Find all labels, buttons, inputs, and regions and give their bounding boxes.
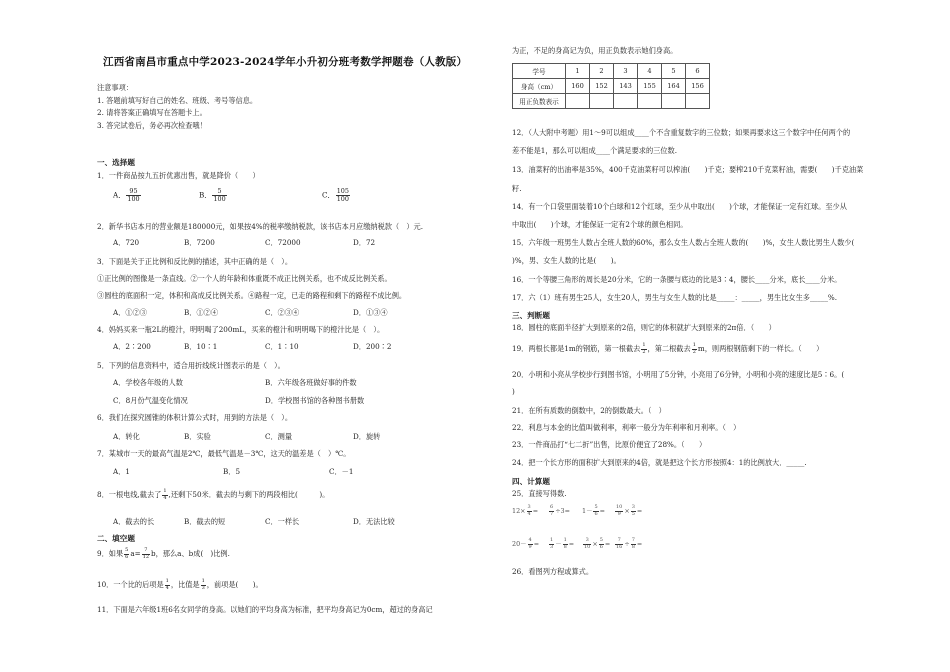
question-3-line: ③圆柱的底面积一定，体积和高成反比例关系。④路程一定，已走的路程和剩下的路程不成比例。 <box>97 291 407 300</box>
question-14-line: 中取出( )个球，才能保证一定有2个球的颜色相同。 <box>512 220 688 229</box>
answer-cell[interactable] <box>686 94 710 109</box>
option-c: C．1∶10 <box>265 342 299 351</box>
question-17: 17．六（1）班有男生25人，女生20人，男生与女生人数的比是_____：_____，男生比女生多_____%. <box>512 293 838 302</box>
answer-cell[interactable] <box>590 94 614 109</box>
option-c: C．－1 <box>329 467 354 476</box>
fraction: $\frac{1}{4}$ <box>163 488 167 501</box>
question-21: 21．在所有质数的倒数中，2的倒数最大。（ ） <box>512 406 666 415</box>
question-14: 14．有一个口袋里面装着10个白球和12个红球，至少从中取出( )个球，才能保证一定有红球。至少从 <box>512 202 847 211</box>
question-2: 2．新华书店本月的营业额是180000元，如果按4%的税率缴纳税款，该书店本月应缴纳税款（ ）元. <box>97 222 424 231</box>
question-22: 22．利息与本金的比值叫做利率，利率一般分为年利率和月利率。（ ） <box>512 423 741 432</box>
question-11: 11．下面是六年级1班6名女同学的身高。以她们的平均身高为标准，把平均身高记为0cm，超过的身高记 <box>97 605 433 614</box>
calc-item: $\frac{10}{9}$ × $\frac{3}{5}$ = <box>616 504 643 517</box>
table-cell: 155 <box>638 79 662 94</box>
option-c: C．72000 <box>265 238 301 247</box>
question-20-line: ) <box>512 387 515 396</box>
option-b: B．①②④ <box>184 308 219 317</box>
question-3-line: ①正比例的图像是一条直线。②一个人的年龄和体重既不成正比例关系，也不成反比例关系。 <box>97 274 392 283</box>
question-12: 12．（人大附中考题）用1～9可以组成____个不含重复数字的三位数；如果再要求这三个数字中任何两个的 <box>512 128 851 137</box>
fraction: $\frac{5}{100}$ <box>213 187 226 203</box>
table-cell: 1 <box>566 64 590 79</box>
option-d: D．学校图书馆的各种图书册数 <box>265 396 365 405</box>
calc-item: $\frac{6}{7}$ ÷3= <box>550 504 570 517</box>
fraction: $\frac{1}{2}$ <box>692 342 696 355</box>
table-row <box>513 64 710 79</box>
table-cell: 6 <box>686 64 710 79</box>
fraction: $\frac{95}{100}$ <box>127 187 140 203</box>
option-c: C．测量 <box>265 432 293 441</box>
fraction: $\frac{1}{3}$ <box>201 578 205 591</box>
option-b: B．实验 <box>184 432 211 441</box>
note-item: 1. 答题前填写好自己的姓名、班级、考号等信息。 <box>97 96 258 105</box>
option-b: B． $\frac{5}{100}$ <box>199 187 226 203</box>
calc-item: 1－ $\frac{5}{6}$ = <box>582 504 606 517</box>
question-4: 4．妈妈买来一瓶2L的橙汁，明明喝了200mL，买来的橙汁和明明喝下的橙汁比是（ ）。 <box>97 325 385 334</box>
option-b: B．5 <box>223 467 241 476</box>
calc-item: 20－ $\frac{4}{9}$ = <box>512 537 540 550</box>
option-a: A．1 <box>113 467 130 476</box>
option-c: C．②③④ <box>265 308 300 317</box>
option-b: B．10∶1 <box>184 342 218 351</box>
table-header-cell: 学号 <box>513 64 566 79</box>
option-a: A．①②③ <box>113 308 147 317</box>
table-cell: 143 <box>614 79 638 94</box>
option-c: C． $\frac{105}{100}$ <box>322 187 349 203</box>
option-d: D．无法比较 <box>353 517 395 526</box>
option-a: A．截去的长 <box>113 517 155 526</box>
option-a: A．学校各年级的人数 <box>113 378 183 387</box>
question-15-line: )%，男、女生人数的比是( )。 <box>512 256 621 265</box>
fraction: $\frac{5}{6}$ <box>125 547 129 560</box>
question-13: 13．油菜籽的出油率是35%，400千克油菜籽可以榨油( )千克；要榨210千克菜籽油，需要( )千克油菜 <box>512 165 864 174</box>
option-c: C．8月份气温变化情况 <box>113 396 188 405</box>
table-cell: 152 <box>590 79 614 94</box>
question-1: 1．一件商品按九五折优惠出售，就是降价（ ） <box>97 171 260 180</box>
question-3: 3．下面是关于正比例和反比例的描述，其中正确的是（ ）。 <box>97 257 293 266</box>
option-b: B．六年级各班做好事的件数 <box>265 378 357 387</box>
question-25: 25．直接写得数. <box>512 489 567 498</box>
fraction: $\frac{7}{12}$ <box>142 547 150 560</box>
option-a: A． $\frac{95}{100}$ <box>113 187 140 203</box>
question-24: 24．把一个长方形的面积扩大到原来的4倍，就是把这个长方形按照4：1的比例放大．_____. <box>512 458 807 467</box>
option-d: D．旋转 <box>353 432 381 441</box>
notes-heading: 注意事项： <box>97 83 133 92</box>
question-12-line: 差不能是1，那么可以组成____个满足要求的三位数. <box>512 146 677 155</box>
option-b: B．7200 <box>184 238 215 247</box>
option-a: A．720 <box>113 238 140 247</box>
section-heading: 三、判断题 <box>512 311 550 320</box>
option-a: A．转化 <box>113 432 140 441</box>
table-header-cell: 身高（cm） <box>513 79 566 94</box>
question-20: 20．小明和小亮从学校步行到图书馆，小明用了5分钟，小亮用了6分钟，小明和小亮的速度比是5∶6。( <box>512 370 845 379</box>
question-11-continued: 为正，不足的身高记为负，用正负数表示她们身高。 <box>512 46 678 55</box>
table-cell: 4 <box>638 64 662 79</box>
calc-item: 12× $\frac{3}{4}$ = <box>512 504 539 517</box>
table-cell: 164 <box>662 79 686 94</box>
option-d: D．①③④ <box>353 308 388 317</box>
question-5: 5．下列的信息资料中，适合用折线统计图表示的是（ ）。 <box>97 361 285 370</box>
section-heading: 二、填空题 <box>97 534 135 543</box>
calc-item: $\frac{3}{10}$ × $\frac{5}{6}$ = <box>584 537 611 550</box>
calc-item: $\frac{1}{3}$ － $\frac{1}{8}$ = <box>550 537 575 550</box>
table-cell: 3 <box>614 64 638 79</box>
fraction: $\frac{1}{4}$ <box>165 578 169 591</box>
option-d: D．72 <box>353 238 376 247</box>
question-16: 16．一个等腰三角形的周长是20分米，它的一条腰与底边的比是3∶4，腰长____分米，底长____分米。 <box>512 275 842 284</box>
table-cell: 5 <box>662 64 686 79</box>
calc-item: $\frac{7}{16}$ ÷ $\frac{7}{8}$ = <box>616 537 643 550</box>
note-item: 2. 请将答案正确填写在答题卡上。 <box>97 108 207 117</box>
answer-cell[interactable] <box>638 94 662 109</box>
option-b: B．截去的短 <box>184 517 226 526</box>
section-heading: 一、选择题 <box>97 158 135 167</box>
question-9: 9．如果 $\frac{5}{6}$ a= $\frac{7}{12}$ b，那么a、b成( )比例. <box>97 547 230 560</box>
question-13-line: 籽. <box>512 184 522 193</box>
table-cell: 2 <box>590 64 614 79</box>
fraction: $\frac{105}{100}$ <box>336 187 349 203</box>
table-row <box>513 94 710 109</box>
answer-cell[interactable] <box>566 94 590 109</box>
answer-cell[interactable] <box>662 94 686 109</box>
question-26: 26．看图列方程或算式。 <box>512 567 594 576</box>
question-19: 19．两根长都是1m的钢筋，第一根截去 $\frac{1}{2}$ ，第二根截去 $\frac{1}{2}$ m，则两根钢筋剩下的一样长。（ ） <box>512 342 824 355</box>
fraction: $\frac{1}{2}$ <box>642 342 646 355</box>
option-d: D．200∶2 <box>353 342 392 351</box>
question-8: 8．一根电线,截去了 $\frac{1}{4}$ ,还剩下50米．截去的与剩下的两段相比( )。 <box>97 488 330 501</box>
option-a: A．2∶200 <box>113 342 151 351</box>
note-item: 3. 答完试卷后，务必再次检查哦！ <box>97 121 207 130</box>
table-cell: 156 <box>686 79 710 94</box>
question-7: 7．某城市一天的最高气温是2℃，最低气温是－3℃，这天的温差是（ ）℃。 <box>97 449 351 458</box>
table-cell: 160 <box>566 79 590 94</box>
question-10: 10．一个比的后项是 $\frac{1}{4}$ ，比值是 $\frac{1}{3}$ ，前项是( )。 <box>97 578 263 591</box>
table-header-cell: 用正负数表示 <box>513 94 566 109</box>
answer-cell[interactable] <box>614 94 638 109</box>
page-title: 江西省南昌市重点中学2023-2024学年小升初分班考数学押题卷（人教版） <box>103 56 468 68</box>
section-heading: 四、计算题 <box>512 477 550 486</box>
question-6: 6．我们在探究圆锥的体积计算公式时，用到的方法是（ ）。 <box>97 413 293 422</box>
option-c: C．一样长 <box>265 517 300 526</box>
height-table <box>512 63 710 109</box>
table-row <box>513 79 710 94</box>
question-23: 23．一件商品打“七二折”出售，比原价便宜了28%。（ ） <box>512 440 707 449</box>
question-15: 15．六年级一班男生人数占全班人数的60%，那么女生人数占全班人数的( )%，女生人数比男生人数少( <box>512 238 862 247</box>
question-18: 18．圆柱的底面半径扩大到原来的2倍，则它的体积就扩大到原来的2π倍．（ ） <box>512 323 776 332</box>
